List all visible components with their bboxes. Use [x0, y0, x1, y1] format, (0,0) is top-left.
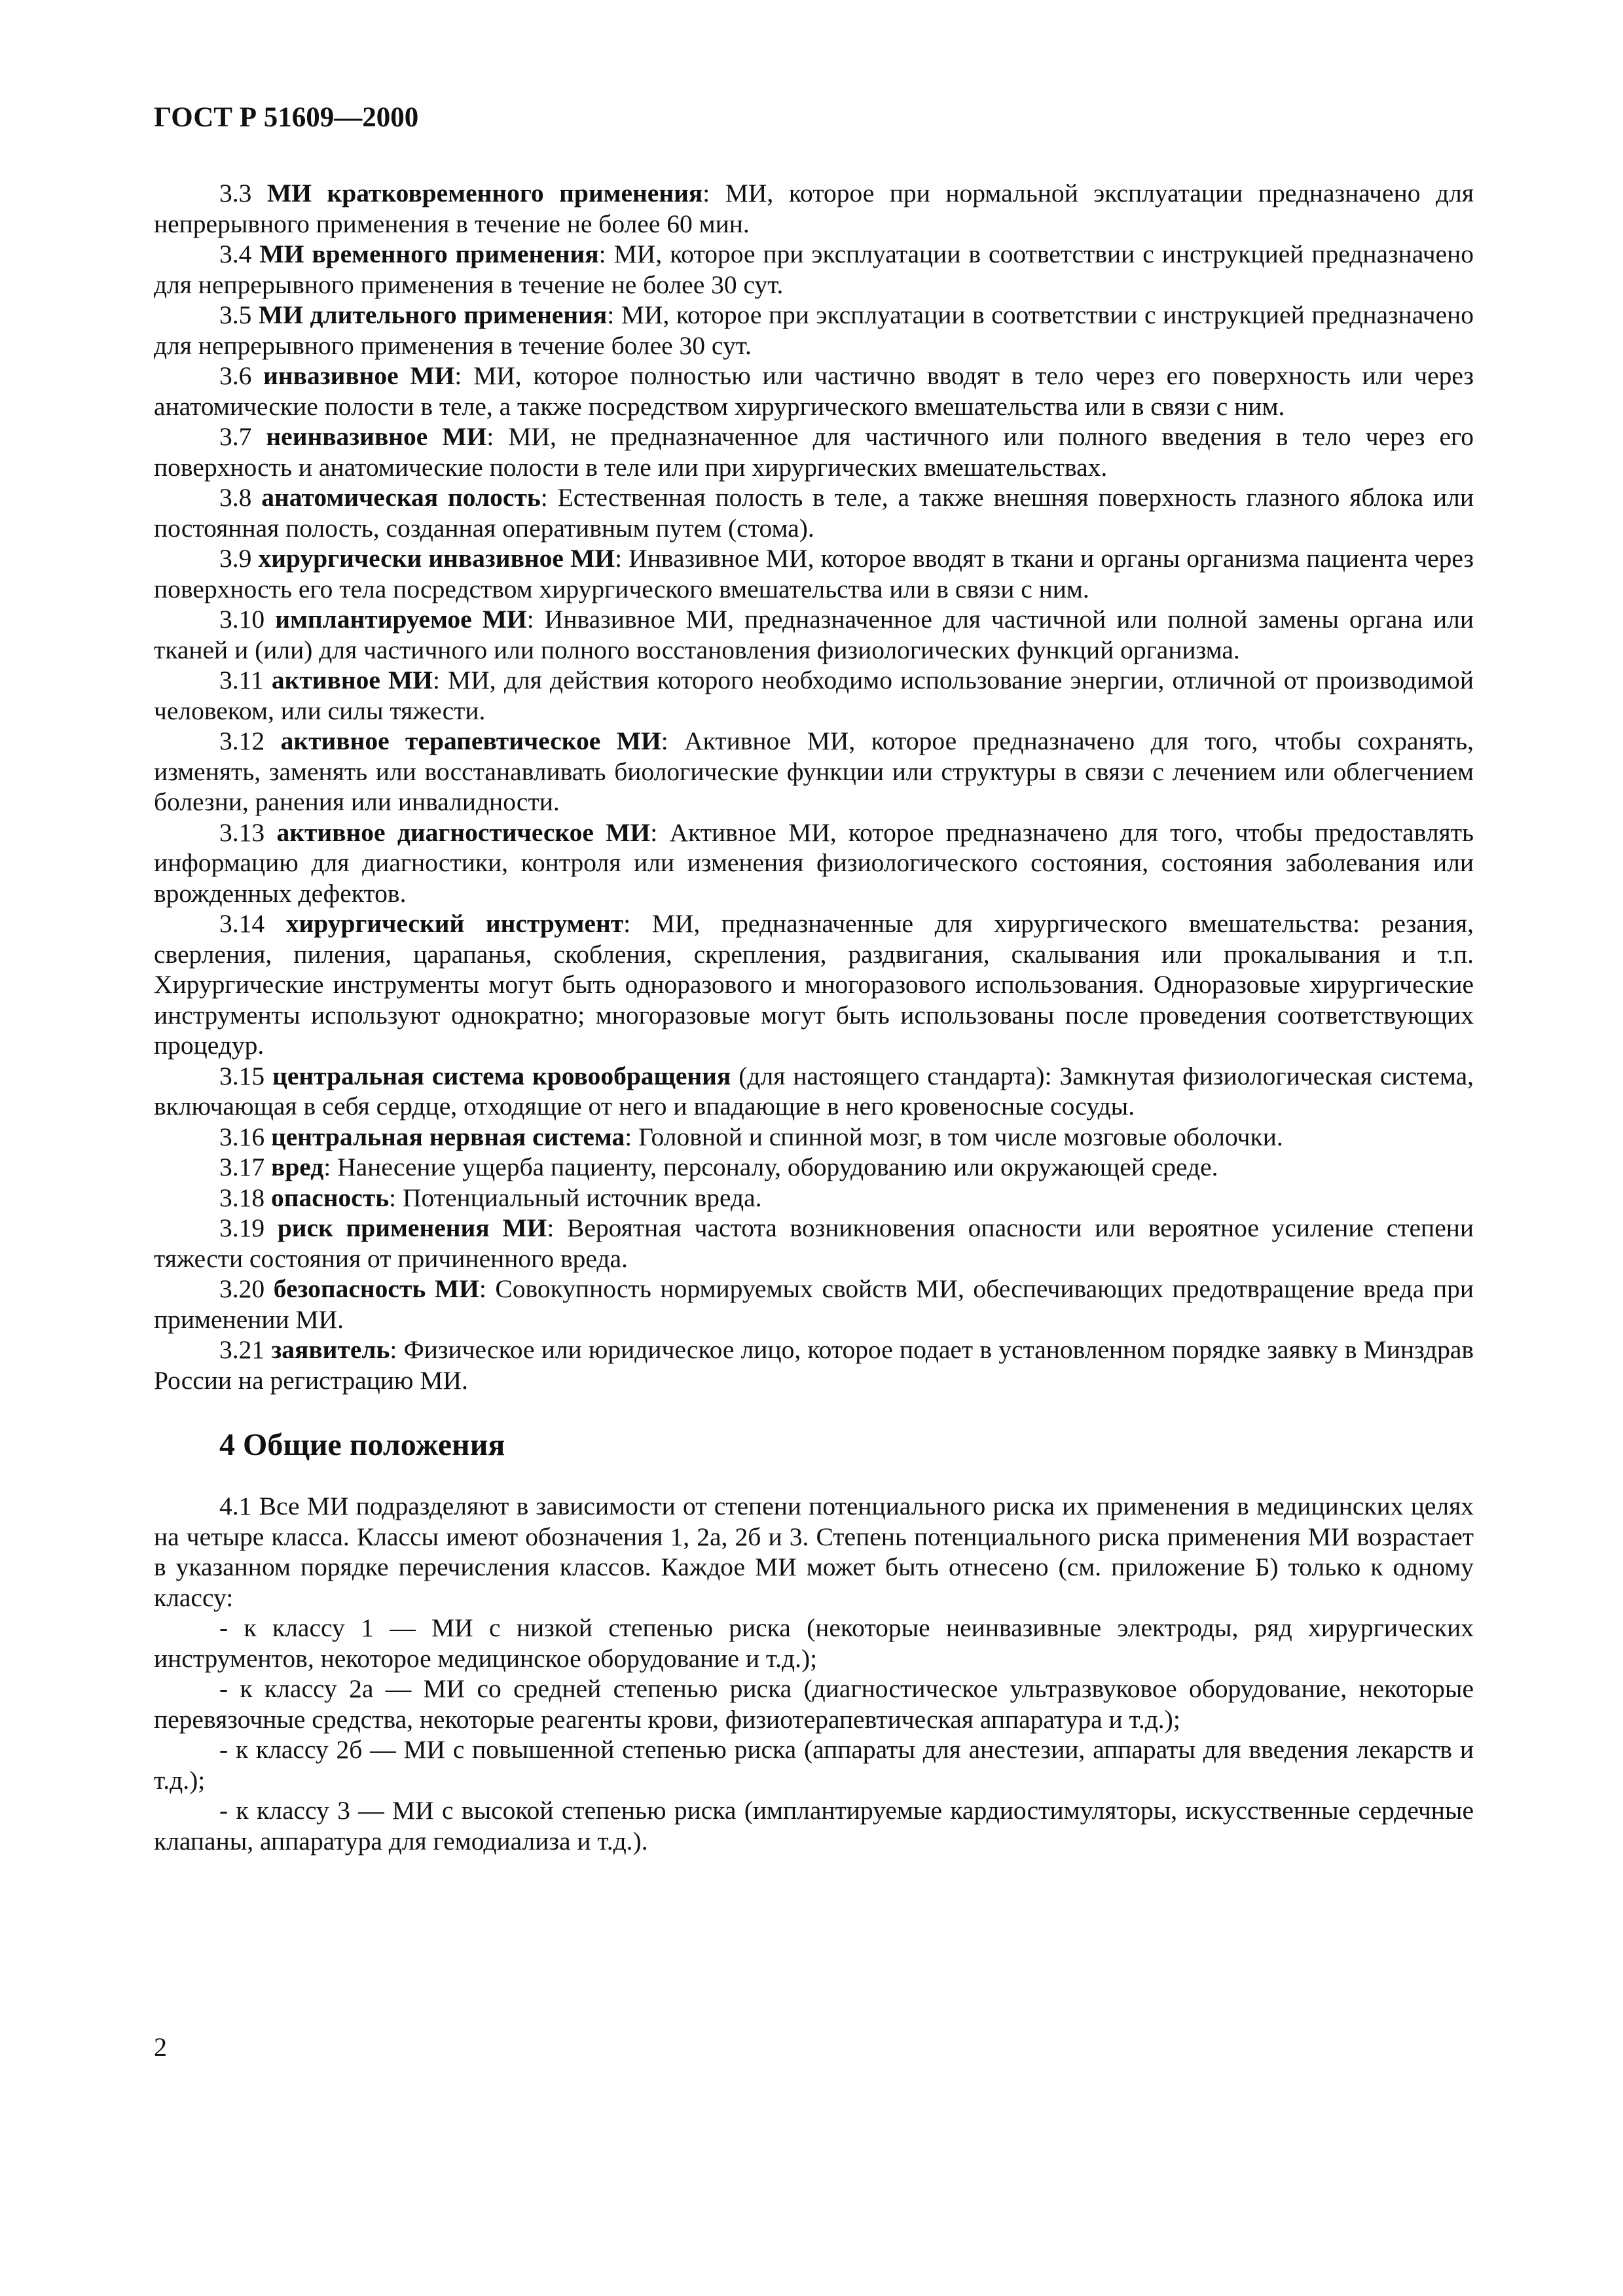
- defined-term: МИ кратковременного применения: [266, 179, 703, 207]
- clause-number: 3.12: [219, 726, 265, 755]
- definition-text: : Инвазивное МИ, предназначенное для частичной или полной замены органа или тканей и (или) для частичного или полного восстановления физиологических функций организма.: [154, 605, 1474, 664]
- definition-paragraph: [154, 361, 1474, 422]
- clause-number: 3.13: [219, 817, 265, 847]
- definition-paragraph: [154, 1152, 1474, 1183]
- definition-text: : МИ, предназначенные для хирургического вмешательства: резания, сверления, пиления, царапанья, скобления, скрепления, раздвигания, скалывания или прокалывания и т.п. Хирургические инструменты могут быть одноразового и многоразового использования. Одноразовые хирургические инструменты используют однократно; многоразовые могут быть использованы после проведения соответствующих процедур.: [154, 909, 1474, 1060]
- definition-paragraph: [154, 604, 1474, 665]
- defined-term: инвазивное МИ: [263, 361, 455, 390]
- clause-number: 3.5: [219, 300, 252, 329]
- defined-term: неинвазивное МИ: [266, 422, 487, 451]
- definition-text: : Вероятная частота возникновения опасности или вероятное усиление степени тяжести состояния от причиненного вреда.: [154, 1213, 1474, 1273]
- definition-text: : Инвазивное МИ, которое вводят в ткани и органы организма пациента через поверхность его тела посредством хирургического вмешательства или в связи с ним.: [154, 544, 1474, 603]
- document-page: [154, 98, 1474, 1856]
- definition-text: : МИ, не предназначенное для частичного или полного введения в тело через его поверхность и анатомические полости в теле или при хирургических вмешательствах.: [154, 422, 1474, 482]
- definition-text: (для настоящего стандарта): Замкнутая физиологическая система, включающая в себя сердце, отходящие от него и впадающие в него кровеносные сосуды.: [154, 1061, 1474, 1121]
- definition-paragraph: [154, 239, 1474, 300]
- definition-paragraph: [154, 726, 1474, 817]
- clause-number: 3.9: [219, 544, 252, 573]
- definition-paragraph: [154, 1183, 1474, 1213]
- clause-number: 3.16: [219, 1122, 265, 1151]
- clause-number: 3.20: [219, 1274, 265, 1303]
- clause-number: 3.8: [219, 483, 252, 512]
- clause-number: 3.18: [219, 1183, 265, 1212]
- list-item: - к классу 2а — МИ со средней степенью риска (диагностическое ультразвуковое оборудование, некоторые перевязочные средства, некоторые реагенты крови, физиотерапевтическая аппаратура и т.д.);: [154, 1674, 1474, 1734]
- definition-paragraph: [154, 482, 1474, 543]
- clause-number: 3.15: [219, 1061, 265, 1090]
- definition-text: : МИ, которое при нормальной эксплуатации предназначено для непрерывного применения в течение не более 60 мин.: [154, 179, 1474, 238]
- definition-text: : Совокупность нормируемых свойств МИ, обеспечивающих предотвращение вреда при применении МИ.: [154, 1274, 1474, 1334]
- definition-text: : МИ, которое полностью или частично вводят в тело через его поверхность или через анатомические полости в теле, а также посредством хирургического вмешательства или в связи с ним.: [154, 361, 1474, 421]
- definition-paragraph: [154, 1335, 1474, 1395]
- defined-term: активное терапевтическое МИ: [280, 726, 661, 755]
- definition-text: : МИ, которое при эксплуатации в соответствии с инструкцией предназначено для непрерывного применения в течение не более 30 сут.: [154, 240, 1474, 299]
- definition-text: : МИ, для действия которого необходимо использование энергии, отличной от производимой человеком, или силы тяжести.: [154, 666, 1474, 725]
- definition-paragraph: [154, 1122, 1474, 1153]
- definition-paragraph: [154, 908, 1474, 1061]
- defined-term: безопасность МИ: [273, 1274, 479, 1303]
- document-header: ГОСТ Р 51609—2000: [154, 102, 419, 133]
- definition-text: : Физическое или юридическое лицо, которое подает в установленном порядке заявку в Минздрав России на регистрацию МИ.: [154, 1335, 1474, 1395]
- defined-term: хирургически инвазивное МИ: [258, 544, 615, 573]
- list-item: - к классу 1 — МИ с низкой степенью риска (некоторые неинвазивные электроды, ряд хирургических инструментов, некоторое медицинское оборудование и т.д.);: [154, 1613, 1474, 1673]
- defined-term: активное МИ: [271, 666, 433, 694]
- clause-number: 3.21: [219, 1335, 265, 1364]
- definition-paragraph: [154, 817, 1474, 909]
- definition-text: : Активное МИ, которое предназначено для того, чтобы сохранять, изменять, заменять или восстанавливать биологические функции или структуры в связи с лечением или облегчением болезни, ранения или инвалидности.: [154, 726, 1474, 816]
- clause-number: 3.19: [219, 1213, 265, 1242]
- defined-term: имплантируемое МИ: [275, 605, 527, 634]
- defined-term: хирургический инструмент: [285, 909, 624, 938]
- defined-term: центральная система кровообращения: [272, 1061, 731, 1090]
- defined-term: МИ временного применения: [259, 240, 599, 268]
- list-item: - к классу 2б — МИ с повышенной степенью риска (аппараты для анестезии, аппараты для введения лекарств и т.д.);: [154, 1735, 1474, 1795]
- defined-term: риск применения МИ: [277, 1213, 547, 1242]
- defined-term: заявитель: [271, 1335, 390, 1364]
- clause-number: 3.6: [219, 361, 252, 390]
- clause-number: 3.3: [219, 179, 252, 207]
- definition-text: : Естественная полость в теле, а также внешняя поверхность глазного яблока или постоянная полость, созданная оперативным путем (стома).: [154, 483, 1474, 543]
- clause-number: 3.11: [219, 666, 264, 694]
- definition-paragraph: [154, 422, 1474, 482]
- section-heading: 4 Общие положения: [219, 1427, 505, 1462]
- definition-paragraph: [154, 300, 1474, 361]
- definitions-list: [154, 178, 1474, 1395]
- defined-term: активное диагностическое МИ: [276, 817, 651, 847]
- definition-paragraph: [154, 1061, 1474, 1122]
- defined-term: опасность: [271, 1183, 390, 1212]
- clause-number: 3.10: [219, 605, 265, 634]
- list-item: - к классу 3 — МИ с высокой степенью риска (имплантируемые кардиостимуляторы, искусственные сердечные клапаны, аппаратура для гемодиализа и т.д.).: [154, 1796, 1474, 1856]
- defined-term: МИ длительного применения: [258, 300, 608, 329]
- definition-text: : Активное МИ, которое предназначено для того, чтобы предоставлять информацию для диагностики, контроля или изменения физиологического состояния, состояния заболевания или врожденных дефектов.: [154, 817, 1474, 908]
- definition-text: : Потенциальный источник вреда.: [389, 1183, 762, 1212]
- section-body: [154, 1491, 1474, 1856]
- clause-paragraph: 4.1 Все МИ подразделяют в зависимости от степени потенциального риска их применения в медицинских целях на четыре класса. Классы имеют обозначения 1, 2а, 2б и 3. Степень потенциального риска применения МИ возрастает в указанном порядке перечисления классов. Каждое МИ может быть отнесено (см. приложение Б) только к одному классу:: [154, 1492, 1474, 1612]
- clause-number: 3.17: [219, 1153, 265, 1181]
- page-number: 2: [154, 2032, 167, 2062]
- defined-term: вред: [271, 1153, 324, 1181]
- definition-text: : Нанесение ущерба пациенту, персоналу, оборудованию или окружающей среде.: [323, 1153, 1218, 1181]
- definition-paragraph: [154, 1274, 1474, 1335]
- definition-paragraph: [154, 1213, 1474, 1274]
- defined-term: анатомическая полость: [261, 483, 541, 512]
- definition-paragraph: [154, 665, 1474, 726]
- definition-paragraph: [154, 178, 1474, 239]
- definition-text: : Головной и спинной мозг, в том числе мозговые оболочки.: [625, 1122, 1283, 1151]
- definition-text: : МИ, которое при эксплуатации в соответствии с инструкцией предназначено для непрерывного применения в течение более 30 сут.: [154, 300, 1474, 360]
- clause-number: 3.7: [219, 422, 252, 451]
- clause-number: 3.4: [219, 240, 252, 268]
- defined-term: центральная нервная система: [271, 1122, 625, 1151]
- definition-paragraph: [154, 543, 1474, 604]
- clause-number: 3.14: [219, 909, 265, 938]
